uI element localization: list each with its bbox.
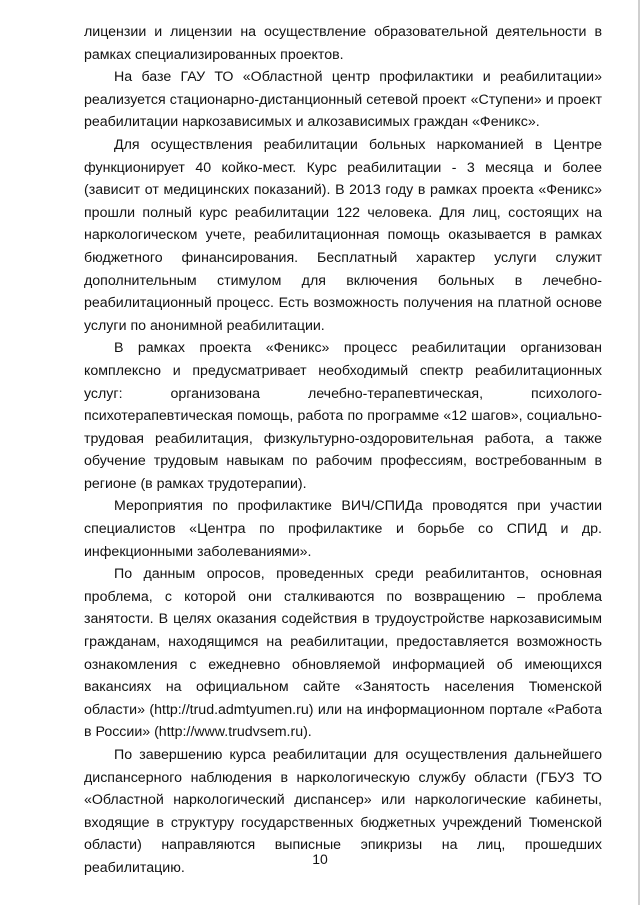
paragraph-hiv-prevention: Мероприятия по профилактике ВИЧ/СПИДа проводятся при участии специалистов «Центра по профилактике и борьбе со СПИД и др. инфекционными заболеваниями». [84,498,602,560]
paragraph-rehabilitation-capacity: Для осуществления реабилитации больных наркоманией в Центре функционирует 40 койко-мест. Курс реабилитации - 3 месяца и более (зависит от медицинских показаний). В 2013 году в рамках проекта «Феникс» прошли полный курс реабилитации 122 человека. Для лиц, состоящих на наркологическом учете, реабилитационная помощь оказывается в рамках бюджетного финансирования. Бесплатный характер услуги служит дополнительным стимулом для включения больных в лечебно-реабилитационный процесс. Есть возможность получения на платной основе услуги по анонимной реабилитации. [84,136,602,334]
paragraph-employment: По данным опросов, проведенных среди реабилитантов, основная проблема, с которой они сталкиваются по возвращению – проблема занятости. В целях оказания содействия в трудоустройстве наркозависимым гражданам, находящимся на реабилитации, предоставляется возможность ознакомления с ежедневно обновляемой информацией об имеющихся вакансиях на официальном сайте «Занятость населения Тюменской области» (http://trud.admtyumen.ru) или на информационном портале «Работа в России» (http://www.trudvsem.ru). [84,566,602,741]
page-number: 10 [312,851,328,867]
paragraph-dispensary-observation: По завершению курса реабилитации для осуществления дальнейшего диспансерного наблюдения в наркологическую службу области (ГБУЗ ТО «Областной наркологический диспансер» или наркологические кабинеты, входящие в структуру государственных бюджетных учреждений Тюменской области) направляются выписные эпикризы на лиц, прошедших реабилитацию. [84,747,602,876]
paragraph-center-projects: На базе ГАУ ТО «Областной центр профилактики и реабилитации» реализуется стационарно-дистанционный сетевой проект «Ступени» и проект реабилитации наркозависимых и алкозависимых граждан «Феникс». [84,69,602,131]
paragraph-phoenix-program: В рамках проекта «Феникс» процесс реабилитации организован комплексно и предусматривает необходимый спектр реабилитационных услуг: организована лечебно-терапевтическая, психолого-психотерапевтическая помощь, работа по программе «12 шагов», социально-трудовая реабилитация, физкультурно-оздоровительная работа, а также обучение трудовым навыкам по рабочим профессиям, востребованным в регионе (в рамках трудотерапии). [84,340,602,492]
document-body [84,21,602,880]
paragraph-license-continuation: лицензии и лицензии на осуществление образовательной деятельности в рамках специализированных проектов. [84,24,602,63]
